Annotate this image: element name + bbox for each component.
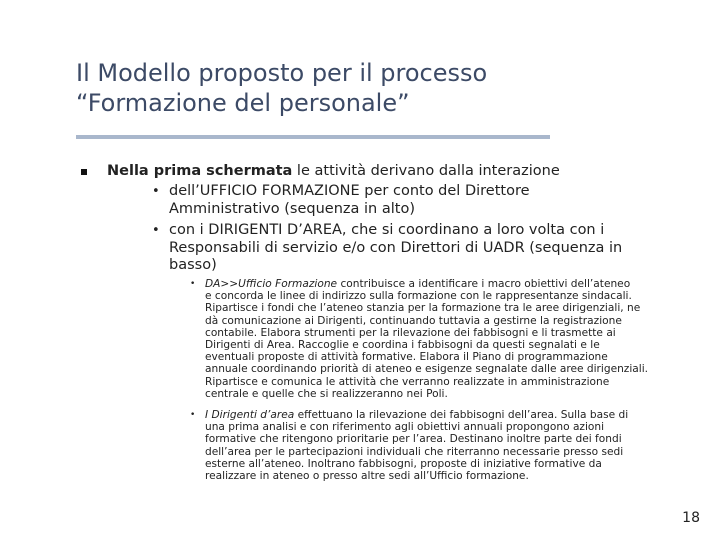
square-bullet-icon [81,169,87,175]
detail-line: annuale coordinando priorità di ateneo e esigenze segnalate dalle aree dirigenziali. [205,363,649,376]
detail-line: Ripartisce e comunica le attività che verranno realizzate in amministrazione [205,375,610,388]
slide-title [76,58,676,118]
detail-line: e concorda le linee di indirizzo sulla formazione con le rappresentanze sindacali. [205,290,632,303]
sub-bullet-line: basso) [169,257,217,273]
bullet-level1-bold: Nella prima schermata [107,163,293,179]
sub-bullet-line: Responsabili di servizio e/o con Direttori di UADR (sequenza in [169,239,623,256]
detail-line: eventuali proposte di attività formative. Elabora il Piano di programmazione [205,351,608,364]
page-number: 18 [682,510,700,526]
sub-bullet-line: Amministrativo (sequenza in alto) [169,200,415,217]
bullet-level1-rest: le attività derivano dalla interazione [292,163,560,179]
bullet-level1 [107,162,667,180]
round-bullet-icon: • [190,410,196,420]
detail-first-line: contribuisce a identificare i macro obiettivi dell’ateneo [337,278,631,290]
detail-line: contabile. Elabora strumenti per la rilevazione dei fabbisogni e li trasmette ai [205,326,616,339]
detail-line: Dirigenti di Area. Raccoglie e coordina i fabbisogni da questi segnalati e le [205,339,600,352]
detail-lead: DA>>Ufficio Formazione [205,278,338,290]
sub-bullet-line: dell’UFFICIO FORMAZIONE per conto del Direttore [169,183,530,199]
detail-line: formative che ritengono prioritarie per l’area. Destinano inoltre parte dei fondi [205,433,622,446]
detail-line: centrale e quelle che si realizzeranno nei Poli. [205,387,448,400]
detail-line: Ripartisce i fondi che l’ateneo stanzia per la formazione tra le aree dirigenziali, ne [205,302,641,315]
detail-line: dell’area per le partecipazioni individuali che riterranno necessarie presso sedi [205,445,624,458]
title-divider [76,135,550,139]
sub-bullet-line: con i DIRIGENTI D’AREA, che si coordinano a loro volta con i [169,222,605,238]
round-bullet-icon: • [152,184,160,199]
title-line-1: Il Modello proposto per il processo [76,59,488,87]
detail-first-line: effettuano la rilevazione dei fabbisogni dell’area. Sulla base di [294,409,629,421]
detail-line: una prima analisi e con riferimento agli obiettivi annuali propongono azioni [205,421,605,434]
title-line-2: “Formazione del personale” [76,89,410,117]
detail-lead: I Dirigenti d’area [205,409,295,421]
detail-line: dà comunicazione ai Dirigenti, continuando tuttavia a gestirne la registrazione [205,314,622,327]
round-bullet-icon: • [152,223,160,238]
round-bullet-icon: • [190,279,196,289]
detail-line: realizzare in ateneo o presso altre sedi all’Ufficio formazione. [205,470,529,483]
detail-line: esterne all’ateneo. Inoltrano fabbisogni, proposte di iniziative formative da [205,457,602,470]
